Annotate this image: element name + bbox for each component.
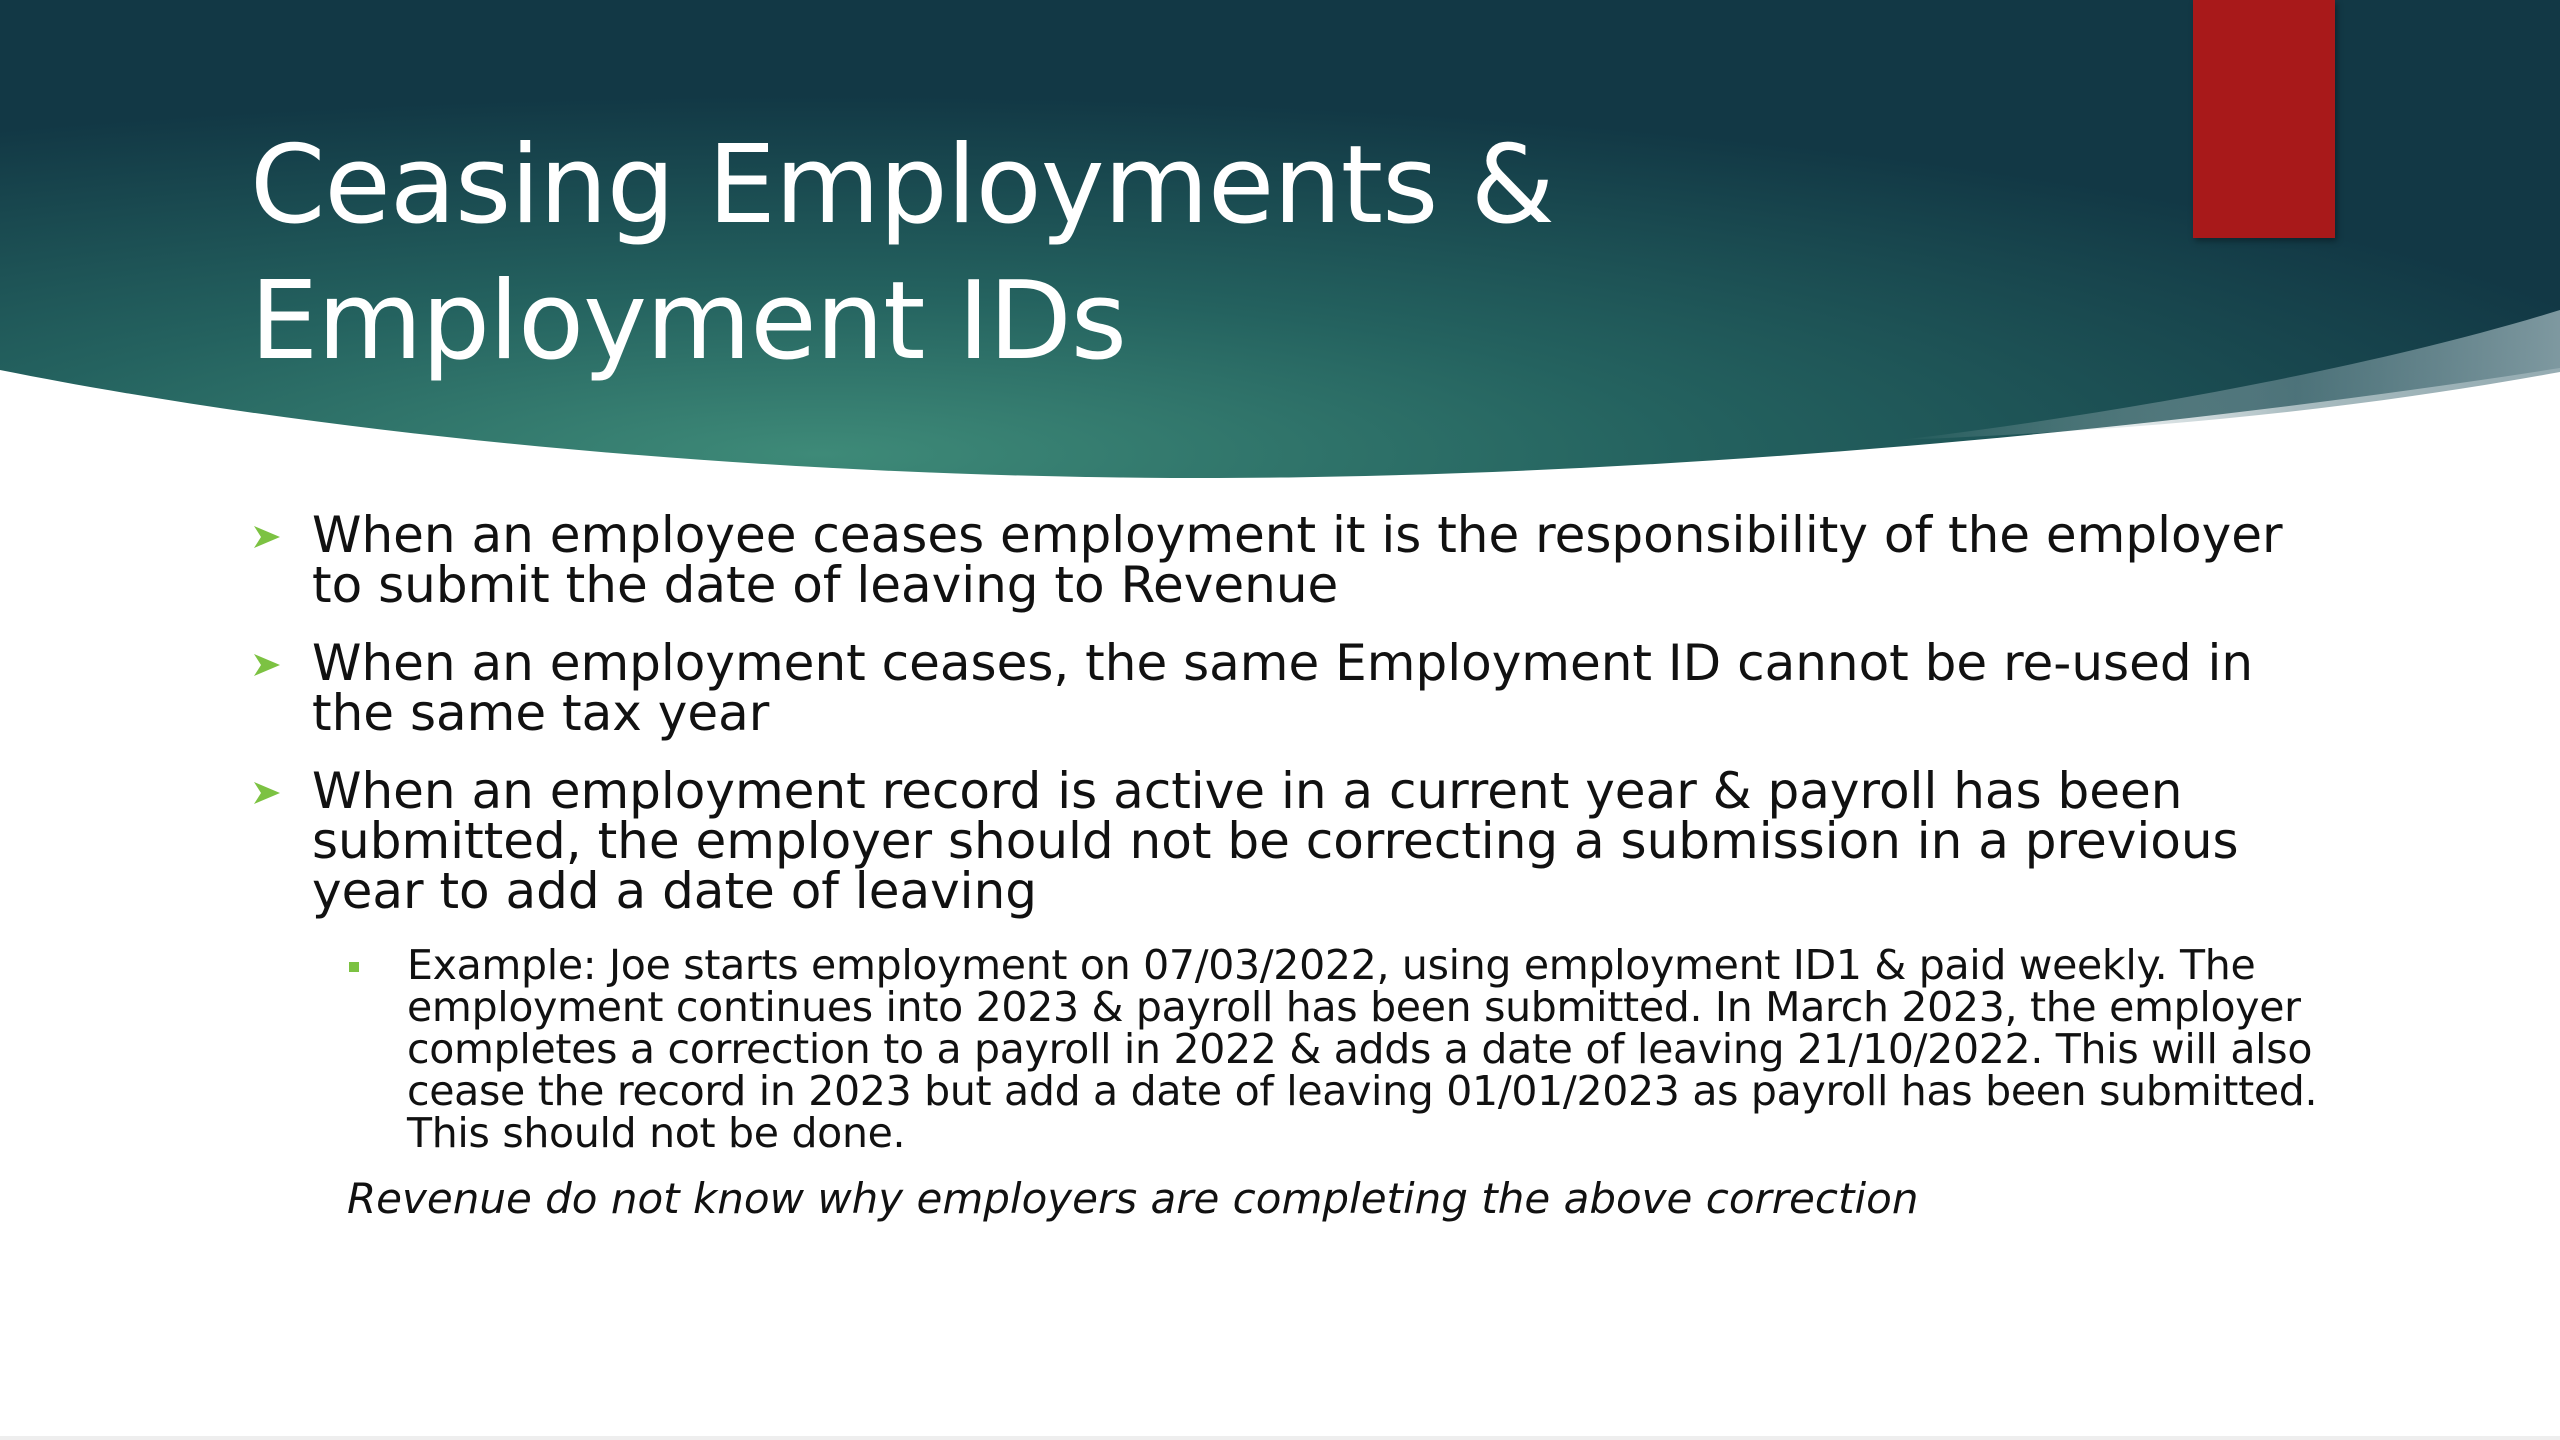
accent-bar — [2193, 0, 2335, 238]
slide-title-line-1: Ceasing Employments & — [250, 123, 1554, 248]
sub-bullet-text: Example: Joe starts employment on 07/03/2022, using employment ID1 & paid weekly. The employment continues into 2023 & payroll has been submitted. In March 2023, the employer completes a correction to a payroll in 2022 & adds a date of leaving 21/10/2022. This will also cease the record in 2023 but add a date of leaving 01/01/2023 as payroll has been submitted. This should not be done. — [407, 941, 2318, 1157]
arrow-bullet-icon — [252, 650, 282, 680]
bullet-item — [250, 506, 2340, 614]
slide-title-line-2: Employment IDs — [250, 259, 1127, 384]
bullet-text: When an employment record is active in a current year & payroll has been submitted, the employer should not be correcting a submission in a previous year to add a date of leaving — [312, 762, 2239, 920]
arrow-bullet-icon — [252, 778, 282, 808]
slide-content — [250, 506, 2340, 1224]
sub-bullet-item — [407, 941, 2340, 1157]
arrow-bullet-icon — [252, 522, 282, 552]
bullet-text: When an employee ceases employment it is the responsibility of the employer to submit the date of leaving to Revenue — [312, 506, 2283, 614]
italic-note: Revenue do not know why employers are completing the above correction — [347, 1174, 1919, 1223]
bottom-divider — [0, 1436, 2560, 1440]
bullet-item — [250, 634, 2340, 742]
square-bullet-icon — [349, 962, 359, 972]
bullet-item — [250, 762, 2340, 920]
slide-title — [250, 118, 2150, 390]
bullet-text: When an employment ceases, the same Employment ID cannot be re-used in the same tax year — [312, 634, 2254, 742]
